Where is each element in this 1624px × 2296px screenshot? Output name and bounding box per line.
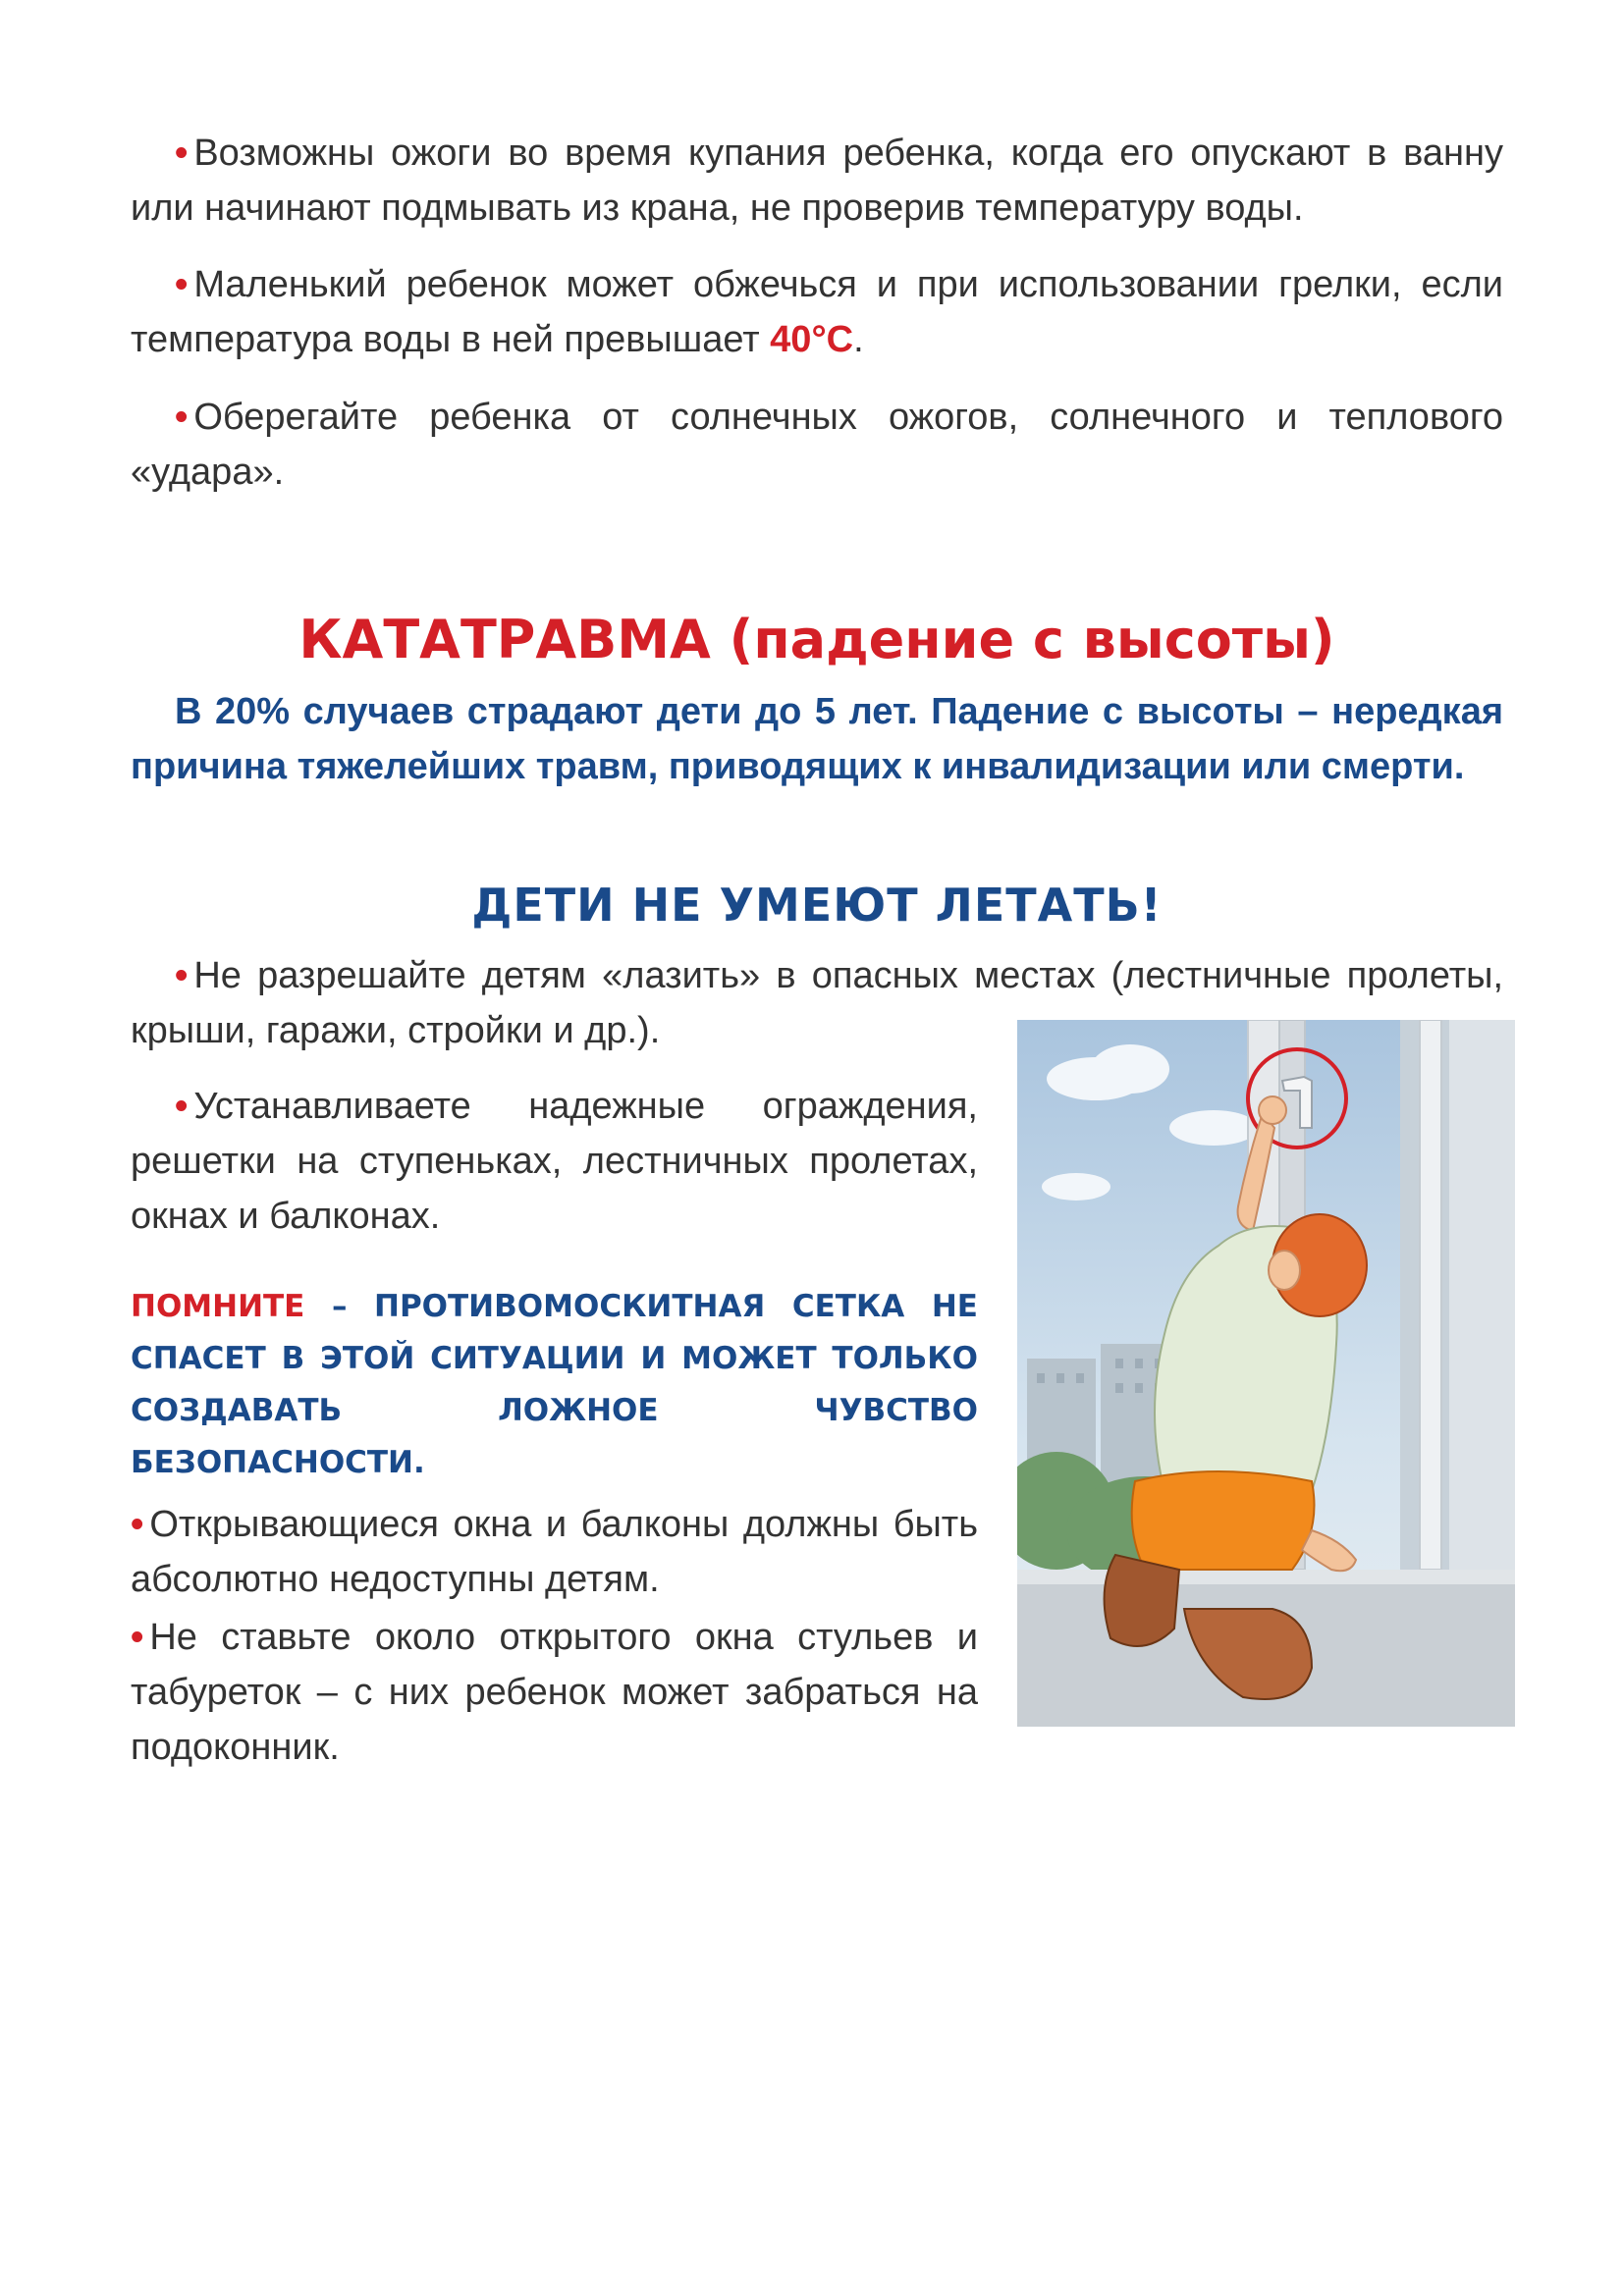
fall-tip-3 [131, 1497, 978, 1607]
bullet-icon: • [175, 397, 189, 438]
bullet-icon: • [175, 1086, 189, 1127]
paragraph-text: Маленький ребенок может обжечься и при использовании грелки, если температура воды в ней превышает [131, 264, 1503, 360]
child-at-window-illustration [1017, 1020, 1515, 1727]
bullet-icon: • [175, 264, 189, 305]
tip-text: Не ставьте около открытого окна стульев и табуреток – с них ребенок может забраться на подоконник. [131, 1617, 978, 1768]
bullet-icon: • [175, 955, 189, 996]
warning-lead-word: ПОМНИТЕ [131, 1289, 305, 1324]
bullet-icon: • [175, 133, 189, 174]
section-title: КАТАТРАВМА (падение с высоты) [298, 609, 1335, 670]
tip-text: Не разрешайте детям «лазить» в опасных местах (лестничные пролеты, крыши, гаражи, стройки и др.). [131, 955, 1503, 1051]
burns-paragraph-1 [131, 126, 1503, 236]
child-shorts [1132, 1471, 1315, 1570]
paragraph-text: Оберегайте ребенка от солнечных ожогов, солнечного и теплового «удара». [131, 397, 1503, 493]
section-lead: В 20% случаев страдают дети до 5 лет. Падение с высоты – нередкая причина тяжелейших травм, приводящих к инвалидизации или смерти. [131, 691, 1503, 787]
fall-tip-4 [131, 1610, 978, 1775]
tip-text: Открывающиеся окна и балконы должны быть абсолютно недоступны детям. [131, 1504, 978, 1600]
child-hand [1259, 1096, 1286, 1124]
bullet-icon: • [131, 1617, 144, 1658]
section-subtitle: ДЕТИ НЕ УМЕЮТ ЛЕТАТЬ! [471, 879, 1163, 932]
warning-text: – ПРОТИВОМОСКИТНАЯ СЕТКА НЕ СПАСЕТ В ЭТОЙ СИТУАЦИИ И МОЖЕТ ТОЛЬКО СОЗДАВАТЬ ЛОЖНОЕ ЧУВСТВО БЕЗОПАСНОСТИ. [131, 1289, 978, 1480]
tip-text: Устанавливаете надежные ограждения, решетки на ступеньках, лестничных пролетах, окнах и балконах. [131, 1086, 978, 1237]
fall-tip-2 [131, 1079, 978, 1244]
warning-notice [131, 1281, 978, 1489]
paragraph-suffix: . [853, 319, 864, 360]
burns-paragraph-3 [131, 390, 1503, 500]
bullet-icon: • [131, 1504, 144, 1545]
temperature-highlight: 40°С [770, 319, 854, 360]
paragraph-text: Возможны ожоги во время купания ребенка, когда его опускают в ванну или начинают подмывать из крана, не проверив температуру воды. [131, 133, 1503, 229]
burns-paragraph-2 [131, 257, 1503, 367]
child-shoe-left [1105, 1555, 1179, 1646]
